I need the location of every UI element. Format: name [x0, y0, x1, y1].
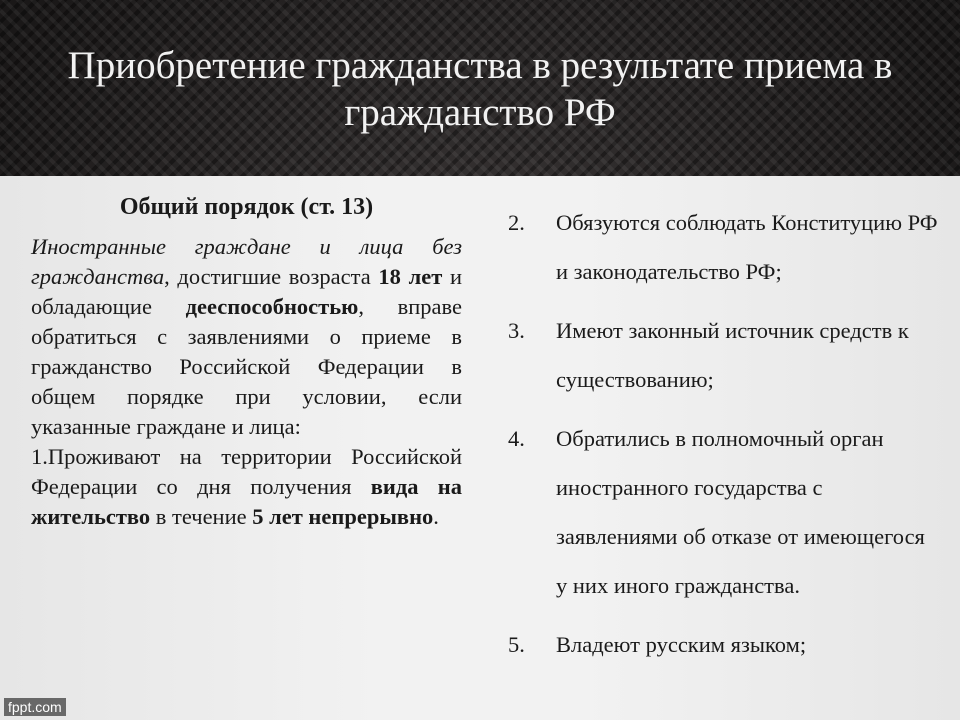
general-procedure-heading: Общий порядок (ст. 13) — [119, 194, 374, 220]
item-number: 4. — [508, 426, 525, 451]
item-number: 2. — [508, 210, 525, 235]
item-text: Обратились в полномочный орган иностранного государства с заявлениями об отказе от имеющегося у них иного гражданства. — [556, 426, 925, 598]
slide-title: Приобретение гражданства в результате приема в гражданство РФ — [67, 44, 893, 134]
eligibility-text-1: , достигшие возраста — [164, 264, 379, 289]
age-requirement: 18 лет — [378, 264, 443, 289]
item-number: 3. — [508, 318, 525, 343]
conditions-list — [508, 198, 938, 679]
condition-1-text-2: в течение — [150, 504, 253, 529]
item-text: Обязуются соблюдать Конституцию РФ и законодательство РФ; — [556, 210, 938, 284]
eligibility-paragraph — [31, 232, 462, 442]
condition-1-paragraph — [31, 442, 462, 532]
condition-item-5 — [508, 620, 938, 669]
left-column — [31, 192, 462, 532]
condition-1-text-3: . — [433, 504, 439, 529]
content-panel — [0, 176, 960, 720]
item-text: Имеют законный источник средств к существованию; — [556, 318, 909, 392]
condition-item-2 — [508, 198, 938, 296]
eligibility-text-3: , вправе обратиться с заявлениями о приеме в гражданство Российской Федерации в общем порядке при условии, если указанные граждане и лица: — [31, 294, 462, 439]
condition-1-text-1: 1.Проживают на территории Российской Федерации со дня получения — [31, 444, 462, 499]
condition-item-4 — [508, 414, 938, 610]
eligibility-subject: Иностранные граждане и лица без гражданства — [31, 234, 462, 289]
watermark: fppt.com — [4, 698, 66, 716]
residence-duration: 5 лет непрерывно — [252, 504, 434, 529]
residence-permit: вида на жительство — [31, 474, 462, 529]
eligibility-text-2: и обладающие — [31, 264, 463, 319]
capacity-requirement: дееспособностью — [185, 294, 359, 319]
item-text: Владеют русским языком; — [556, 632, 807, 657]
item-number: 5. — [508, 632, 525, 657]
condition-item-3 — [508, 306, 938, 404]
